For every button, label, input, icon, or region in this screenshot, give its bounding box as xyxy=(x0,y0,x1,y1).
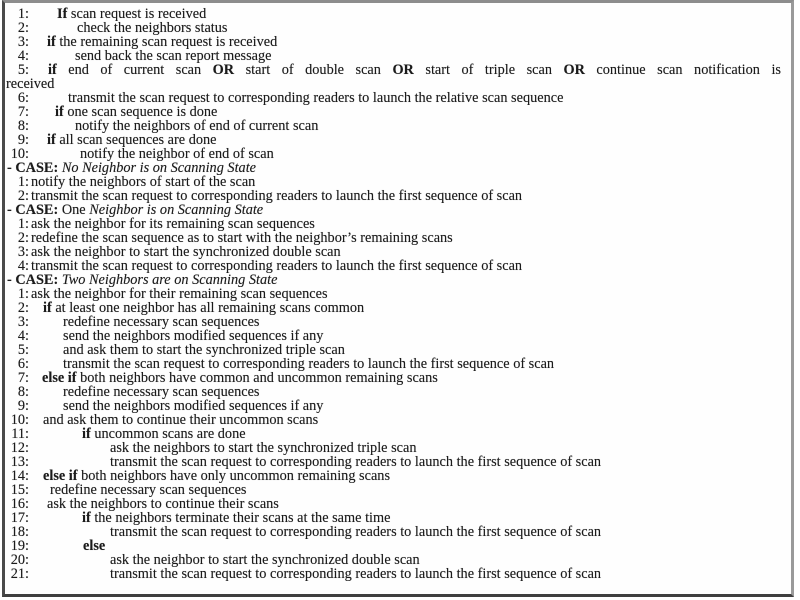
algorithm-step xyxy=(6,231,783,245)
step-text-segment: received xyxy=(6,77,55,91)
keyword-bold: if xyxy=(82,511,95,525)
step-number: 13: xyxy=(10,455,29,469)
step-text xyxy=(47,35,277,49)
step-number: 10: xyxy=(10,413,29,427)
algorithm-step xyxy=(6,105,783,119)
step-text-segment: ask the neighbors to continue their scans xyxy=(47,497,279,511)
step-text xyxy=(43,469,390,483)
step-number: 8: xyxy=(17,385,29,399)
step-text-segment: end of current scan xyxy=(68,63,213,77)
step-text xyxy=(6,63,783,77)
step-number: 16: xyxy=(10,497,29,511)
step-text-segment: uncommon scans are done xyxy=(94,427,246,441)
step-number: 2: xyxy=(17,189,29,203)
step-text xyxy=(63,329,323,343)
step-text xyxy=(63,399,323,413)
step-number: 1: xyxy=(17,7,29,21)
keyword-bold: else if xyxy=(43,469,82,483)
keyword-bold: else if xyxy=(42,371,81,385)
algorithm-step xyxy=(6,371,783,385)
step-text-segment: check the neighbors status xyxy=(77,21,228,35)
step-text xyxy=(63,315,259,329)
step-text xyxy=(31,231,453,245)
case-heading xyxy=(6,273,783,287)
step-text-segment: transmit the scan request to corresponding readers to launch the first sequence of scan xyxy=(31,259,523,273)
step-number: 4: xyxy=(17,329,29,343)
algorithm-step xyxy=(6,287,783,301)
algorithm-step xyxy=(6,497,783,511)
step-number: 2: xyxy=(17,301,29,315)
step-text-segment: the neighbors terminate their scans at the same time xyxy=(94,511,391,525)
step-text xyxy=(80,147,274,161)
case-label: - CASE: xyxy=(7,273,59,287)
step-text-segment: continue scan notification is xyxy=(584,63,781,77)
step-text xyxy=(63,343,345,357)
step-text xyxy=(6,77,54,91)
algorithm-step xyxy=(6,35,783,49)
algorithm-step xyxy=(6,133,783,147)
step-text-segment: the remaining scan request is received xyxy=(59,35,278,49)
algorithm-step xyxy=(6,63,783,77)
step-text-segment: transmit the scan request to corresponding readers to launch the relative scan sequence xyxy=(68,91,564,105)
step-text-segment: send the neighbors modified sequences if any xyxy=(63,329,324,343)
step-text-segment: start of triple scan xyxy=(413,63,564,77)
algorithm-step xyxy=(6,567,783,581)
step-number: 1: xyxy=(17,175,29,189)
step-number: 2: xyxy=(17,21,29,35)
algorithm-step xyxy=(6,119,783,133)
step-text xyxy=(83,539,105,553)
step-text xyxy=(75,119,318,133)
algorithm-step xyxy=(6,525,783,539)
algorithm-step xyxy=(6,343,783,357)
step-number: 9: xyxy=(17,133,29,147)
step-text-segment: scan request is received xyxy=(70,7,207,21)
step-text xyxy=(77,21,227,35)
step-number: 20: xyxy=(10,553,29,567)
keyword-bold: if xyxy=(43,301,56,315)
step-number: 18: xyxy=(10,525,29,539)
step-text xyxy=(110,553,420,567)
step-text-segment: both neighbors have only uncommon remaining scans xyxy=(81,469,391,483)
step-text-segment: both neighbors have common and uncommon remaining scans xyxy=(80,371,438,385)
step-number: 21: xyxy=(10,567,29,581)
algorithm-step xyxy=(6,483,783,497)
algorithm-step xyxy=(6,301,783,315)
step-text-segment: and ask them to continue their uncommon scans xyxy=(43,413,319,427)
step-number: 14: xyxy=(10,469,29,483)
step-text-segment: ask the neighbor to start the synchronized double scan xyxy=(31,245,341,259)
algorithm-step-continuation xyxy=(6,77,783,91)
step-text xyxy=(82,511,390,525)
step-number: 4: xyxy=(17,259,29,273)
algorithm-step xyxy=(6,91,783,105)
step-text-segment: notify the neighbors of start of the scan xyxy=(31,175,256,189)
algorithm-step xyxy=(6,385,783,399)
algorithm-step xyxy=(6,259,783,273)
step-number: 3: xyxy=(17,245,29,259)
step-text xyxy=(82,427,246,441)
case-title-italic: No Neighbor is on Scanning State xyxy=(61,161,257,175)
step-text-segment: One xyxy=(61,203,90,217)
algorithm-step xyxy=(6,399,783,413)
step-text-segment: ask the neighbor to start the synchronized double scan xyxy=(110,553,420,567)
step-number: 17: xyxy=(10,511,29,525)
step-number: 1: xyxy=(17,217,29,231)
step-text xyxy=(31,287,328,301)
algorithm-step xyxy=(6,553,783,567)
step-text-segment: one scan sequence is done xyxy=(67,105,218,119)
algorithm-step xyxy=(6,441,783,455)
algorithm-step xyxy=(6,147,783,161)
case-heading xyxy=(6,203,783,217)
step-text-segment: send back the scan report message xyxy=(75,49,272,63)
step-text xyxy=(110,455,601,469)
algorithm-step xyxy=(6,427,783,441)
algorithm-step xyxy=(6,175,783,189)
step-text-segment: and ask them to start the synchronized triple scan xyxy=(63,343,345,357)
step-number: 2: xyxy=(17,231,29,245)
step-text-segment: send the neighbors modified sequences if any xyxy=(63,399,324,413)
algorithm-step xyxy=(6,455,783,469)
keyword-bold: OR xyxy=(563,63,585,77)
step-text-segment: at least one neighbor has all remaining scans common xyxy=(55,301,365,315)
step-text xyxy=(31,217,315,231)
case-heading xyxy=(6,161,783,175)
step-number: 1: xyxy=(17,287,29,301)
keyword-bold: if xyxy=(82,427,95,441)
step-number: 10: xyxy=(10,147,29,161)
step-text-segment: notify the neighbors of end of current scan xyxy=(75,119,319,133)
algorithm-step xyxy=(6,49,783,63)
algorithm-step xyxy=(6,329,783,343)
step-text-segment: redefine the scan sequence as to start with the neighbor’s remaining scans xyxy=(31,231,453,245)
case-title-italic: Two Neighbors are on Scanning State xyxy=(61,273,278,287)
step-number: 6: xyxy=(17,357,29,371)
step-text xyxy=(110,525,601,539)
step-text xyxy=(50,483,246,497)
step-text xyxy=(68,91,563,105)
step-number: 7: xyxy=(17,371,29,385)
step-number: 8: xyxy=(17,119,29,133)
step-text xyxy=(63,357,554,371)
keyword-bold: if xyxy=(55,105,68,119)
step-text-segment: transmit the scan request to corresponding readers to launch the first sequence of scan xyxy=(31,189,523,203)
step-text-segment: redefine necessary scan sequences xyxy=(50,483,247,497)
case-label: - CASE: xyxy=(7,203,59,217)
algorithm-listing xyxy=(5,3,791,581)
keyword-bold: OR xyxy=(212,63,235,77)
algorithm-step xyxy=(6,217,783,231)
step-text xyxy=(43,301,364,315)
step-number: 4: xyxy=(17,49,29,63)
step-text xyxy=(31,175,255,189)
keyword-bold: else xyxy=(83,539,106,553)
step-text xyxy=(43,413,318,427)
algorithm-step xyxy=(6,7,783,21)
step-number: 11: xyxy=(11,427,29,441)
keyword-bold: if xyxy=(48,63,69,77)
step-text xyxy=(47,133,217,147)
algorithm-box xyxy=(2,0,794,597)
algorithm-step xyxy=(6,357,783,371)
step-number: 15: xyxy=(10,483,29,497)
algorithm-step xyxy=(6,539,783,553)
step-text xyxy=(42,371,438,385)
step-text-segment: transmit the scan request to corresponding readers to launch the first sequence of scan xyxy=(110,567,602,581)
step-text xyxy=(75,49,272,63)
step-number: 3: xyxy=(17,35,29,49)
algorithm-step xyxy=(6,245,783,259)
step-text xyxy=(31,189,522,203)
step-text-segment: redefine necessary scan sequences xyxy=(63,385,260,399)
step-text xyxy=(57,7,206,21)
algorithm-step xyxy=(6,469,783,483)
algorithm-step xyxy=(6,413,783,427)
algorithm-step xyxy=(6,315,783,329)
step-text-segment: ask the neighbor for its remaining scan sequences xyxy=(31,217,315,231)
keyword-bold: If xyxy=(57,7,71,21)
algorithm-step xyxy=(6,189,783,203)
step-text xyxy=(63,385,259,399)
step-text-segment: ask the neighbor for their remaining scan sequences xyxy=(31,287,328,301)
case-title-italic: Neighbor is on Scanning State xyxy=(89,203,264,217)
step-text-segment: start of double scan xyxy=(234,63,393,77)
step-number: 5: xyxy=(17,343,29,357)
step-text xyxy=(110,441,417,455)
keyword-bold: if xyxy=(47,35,60,49)
step-number: 3: xyxy=(17,315,29,329)
step-text xyxy=(31,245,341,259)
step-number: 5: xyxy=(17,63,29,77)
step-text-segment: all scan sequences are done xyxy=(59,133,217,147)
step-number: 19: xyxy=(10,539,29,553)
step-text-segment: transmit the scan request to corresponding readers to launch the first sequence of scan xyxy=(63,357,555,371)
algorithm-step xyxy=(6,511,783,525)
keyword-bold: OR xyxy=(392,63,414,77)
step-text-segment: transmit the scan request to corresponding readers to launch the first sequence of scan xyxy=(110,455,602,469)
step-number: 12: xyxy=(10,441,29,455)
case-label: - CASE: xyxy=(7,161,59,175)
step-text-segment: notify the neighbor of end of scan xyxy=(80,147,274,161)
step-number: 9: xyxy=(17,399,29,413)
step-text xyxy=(47,497,279,511)
step-text xyxy=(31,259,522,273)
step-text-segment: redefine necessary scan sequences xyxy=(63,315,260,329)
step-text xyxy=(55,105,217,119)
step-number: 6: xyxy=(17,91,29,105)
step-text-segment: ask the neighbors to start the synchronized triple scan xyxy=(110,441,417,455)
step-number: 7: xyxy=(17,105,29,119)
algorithm-step xyxy=(6,21,783,35)
step-text-segment: transmit the scan request to corresponding readers to launch the first sequence of scan xyxy=(110,525,602,539)
keyword-bold: if xyxy=(47,133,60,147)
step-text xyxy=(110,567,601,581)
